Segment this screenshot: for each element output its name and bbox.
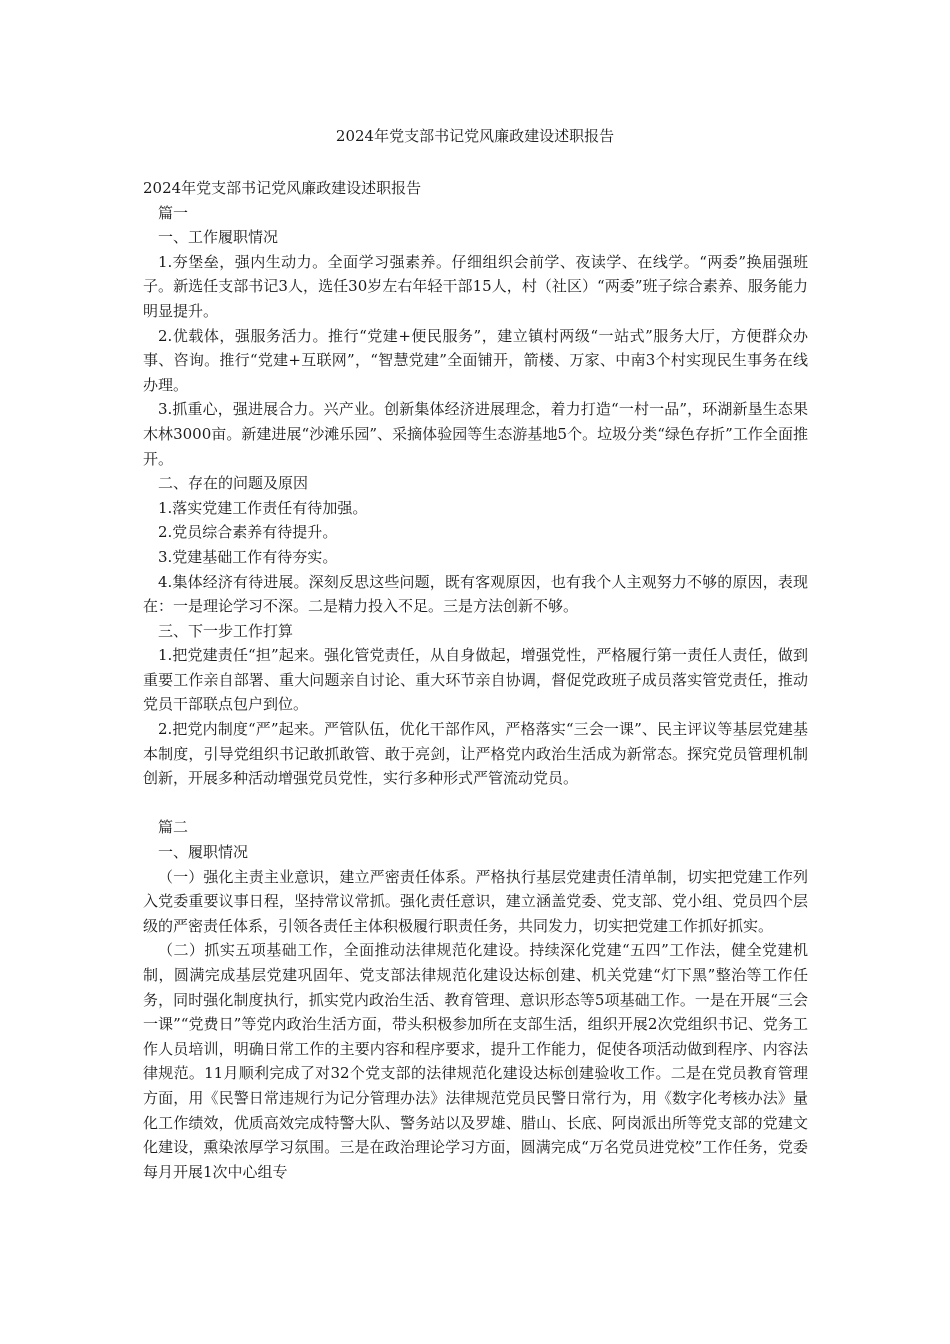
document-body [143,176,808,1184]
part2-section1-heading: 一、履职情况 [158,843,249,862]
paragraph: 4.集体经济有待进展。深刻反思这些问题，既有客观原因，也有我个人主观努力不够的原因，表现在：一是理论学习不深。二是精力投入不足。三是方法创新不够。 [143,572,808,616]
section-gap [143,791,808,816]
part1-section3-heading: 三、下一步工作打算 [158,621,294,640]
paragraph: 1.把党建责任“担”起来。强化管党责任，从自身做起，增强党性，严格履行第一责任人责任，做到重要工作亲自部署、重大问题亲自讨论、重大环节亲自协调，督促党政班子成员落实管党责任，推动党员干部联点包户到位。 [143,646,808,714]
report-subtitle: 2024年党支部书记党风廉政建设述职报告 [143,179,422,197]
paragraph: 2.党员综合素养有待提升。 [158,523,338,542]
paragraph: 3.抓重心，强进展合力。兴产业。创新集体经济进展理念，着力打造“一村一品”，环湖新垦生态果木林3000亩。新建进展“沙滩乐园”、采摘体验园等生态游基地5个。垃圾分类“绿色存折”工作全面推开。 [143,400,808,468]
paragraph: 1.落实党建工作责任有待加强。 [158,498,368,517]
part1-section1-heading: 一、工作履职情况 [158,228,279,247]
paragraph: 2.把党内制度“严”起来。严管队伍，优化干部作风，严格落实“三会一课”、民主评议等基层党建基本制度，引导党组织书记敢抓敢管、敢于亮剑，让严格党内政治生活成为新常态。探究党员管理机制创新，开展多种活动增强党员党性，实行多种形式严管流动党员。 [143,720,808,788]
part1-heading: 篇一 [158,203,189,222]
document-title: 2024年党支部书记党风廉政建设述职报告 [335,127,615,145]
part1-section2-heading: 二、存在的问题及原因 [158,474,309,493]
paragraph: 1.夯堡垒，强内生动力。全面学习强素养。仔细组织会前学、夜读学、在线学。“两委”换届强班子。新选任支部书记3人，选任30岁左右年轻干部15人，村（社区）“两委”班子综合素养、服务能力明显提升。 [143,252,808,320]
paragraph: 2.优载体，强服务活力。推行“党建+便民服务”，建立镇村两级“一站式”服务大厅，方便群众办事、咨询。推行“党建+互联网”，“智慧党建”全面铺开，箭楼、万家、中南3个村实现民生事务在线办理。 [143,326,808,394]
paragraph: （一）强化主责主业意识，建立严密责任体系。严格执行基层党建责任清单制，切实把党建工作列入党委重要议事日程，坚持常议常抓。强化责任意识，建立涵盖党委、党支部、党小组、党员四个层级的严密责任体系，引领各责任主体积极履行职责任务，共同发力，切实把党建工作抓好抓实。 [143,867,808,935]
part2-heading: 篇二 [158,818,189,837]
paragraph: （二）抓实五项基础工作，全面推动法律规范化建设。持续深化党建“五四”工作法，健全党建机制，圆满完成基层党建巩固年、党支部法律规范化建设达标创建、机关党建“灯下黑”整治等工作任务，同时强化制度执行，抓实党内政治生活、教育管理、意识形态等5项基础工作。一是在开展“三会一课”“党费日”等党内政治生活方面，带头积极参加所在支部生活，组织开展2次党组织书记、党务工作人员培训，明确日常工作的主要内容和程序要求，提升工作能力，促使各项活动做到程序、内容法律规范。11月顺利完成了对32个党支部的法律规范化建设达标创建验收工作。二是在党员教育管理方面，用《民警日常违规行为记分管理办法》法律规范党员民警日常行为，用《数字化考核办法》量化工作绩效，优质高效完成特警大队、警务站以及罗雄、腊山、长底、阿岗派出所等党支部的党建文化建设，熏染浓厚学习氛围。三是在政治理论学习方面，圆满完成“万名党员进党校”工作任务，党委每月开展1次中心组专 [143,941,808,1181]
paragraph: 3.党建基础工作有待夯实。 [158,547,338,566]
